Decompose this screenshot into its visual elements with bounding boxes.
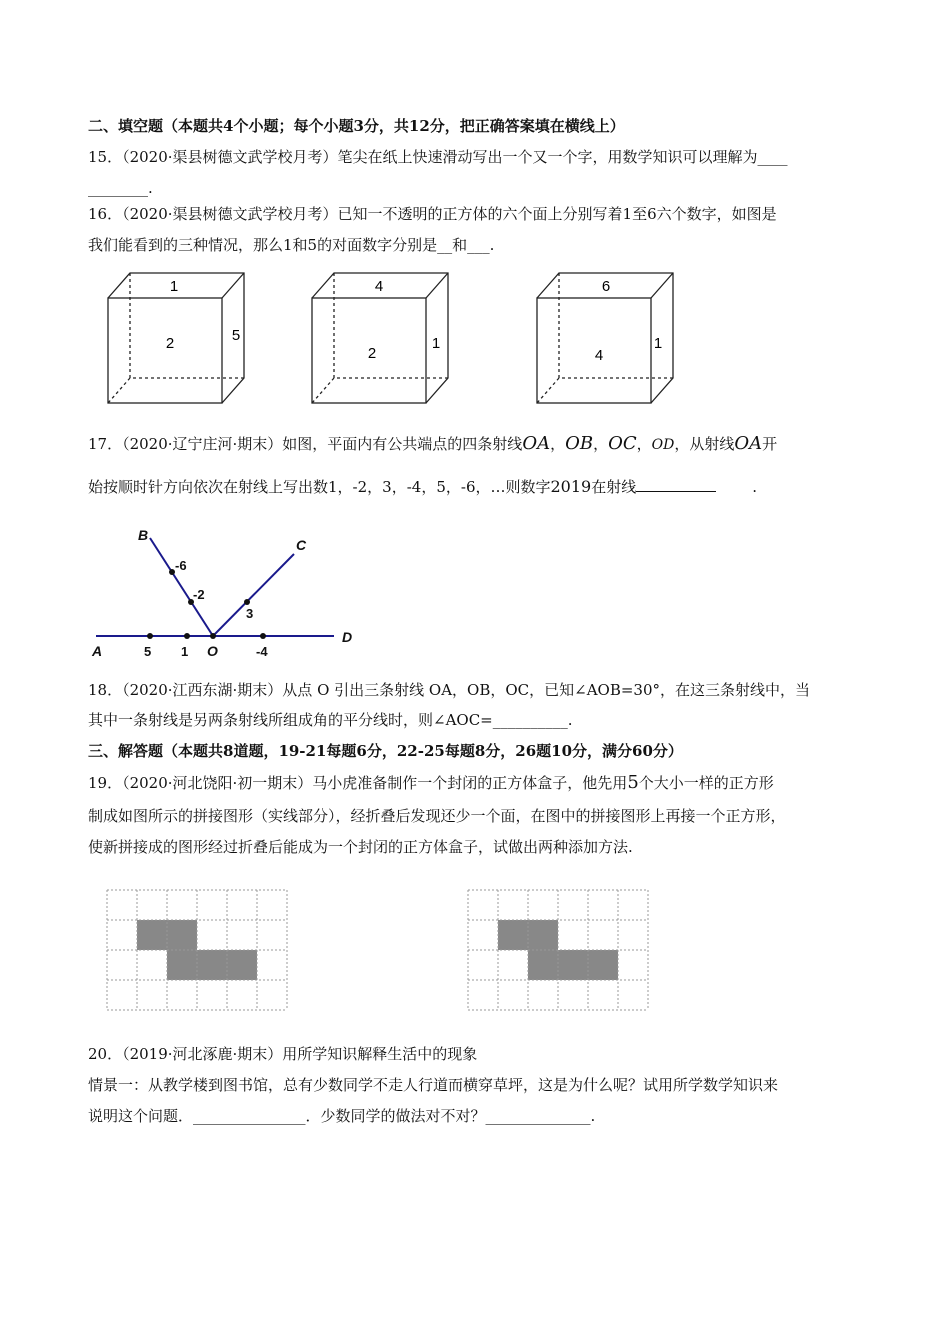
question-17-line-2 [88,476,757,498]
q17-text-a: 17．（2020·辽宁庄河·期末）如图，平面内有公共端点的四条射线 [88,435,523,453]
ray-oa-label: OA [522,433,551,454]
cube-1-side-number: 5 [231,327,241,344]
point-o [210,633,216,639]
point-3 [244,599,250,605]
question-20-line-1: 20．（2019·河北涿鹿·期末）用所学知识解释生活中的现象 [88,1045,478,1063]
point-1 [184,633,190,639]
question-18-line-1: 18．（2020·江西东湖·期末）从点 O 引出三条射线 OA，OB，OC，已知∠AOB=30°，在这三条射线中，当 [88,681,811,699]
cube-2-top-number: 4 [374,278,384,295]
point-5 [147,633,153,639]
number-neg2: -2 [193,587,205,602]
question-19-line-2: 制成如图所示的拼接图形（实线部分），经折叠后发现还少一个面，在图中的拼接图形上再接一个正方形， [88,807,786,825]
comma: ， [636,435,652,453]
question-19-line-1 [88,772,774,794]
q17-text-b: ，从射线 [674,435,735,453]
number-1: 1 [181,644,189,659]
q17-text-f: 在射线 [591,478,637,496]
label-a: A [92,643,103,659]
label-b: B [138,527,149,543]
cube-2-front-number: 2 [367,345,377,362]
section-3-heading: 三、解答题（本题共8道题，19-21每题6分，22-25每题8分，26题10分，满分60分） [88,742,683,760]
question-15-line-2: ________. [88,179,153,197]
ray-ob-label: OB [565,433,594,454]
grid-figure-1 [106,889,290,1013]
number-sequence: 1，-2，3，-4，5，-6， [328,478,491,496]
ray-od-label: OD [651,437,675,453]
answer-blank[interactable] [636,476,716,492]
period: . [752,478,758,496]
rays-figure [88,520,378,665]
cube-1-front-number: 2 [165,335,175,352]
grid-figure-2 [467,889,651,1013]
label-o: O [207,643,218,659]
number-neg4: -4 [256,644,268,659]
q17-text-e: …则数字 [490,478,551,496]
cube-figures [100,268,700,410]
cube-3-top-number: 6 [601,278,611,295]
number-3: 3 [246,606,254,621]
point-neg4 [260,633,266,639]
number-neg6: -6 [175,558,187,573]
ray-oc [213,554,294,636]
question-20-line-3: 说明这个问题．_______________．少数同学的做法对不对？______________. [88,1107,596,1125]
number-2019: 2019 [550,477,592,496]
comma: ， [550,435,566,453]
number-5: 5 [627,772,639,793]
cube-3-front-number: 4 [594,347,604,364]
q17-text-d: 始按顺时针方向依次在射线上写出数 [88,478,329,496]
section-2-heading: 二、填空题（本题共4个小题；每个小题3分，共12分，把正确答案填在横线上） [88,117,625,135]
ray-oc-label: OC [608,433,637,454]
question-17-line-1 [88,433,777,456]
comma: ， [593,435,609,453]
q17-text-c: 开 [762,435,778,453]
cube-1-top-number: 1 [169,278,179,295]
label-d: D [342,629,353,645]
ray-oa-label-2: OA [734,433,763,454]
question-15-line-1: 15．（2020·渠县树德文武学校月考）笔尖在纸上快速滑动写出一个又一个字，用数学知识可以理解为____ [88,148,788,166]
question-18-line-2: 其中一条射线是另两条射线所组成角的平分线时，则∠AOC=__________. [88,711,573,729]
q19-text-a: 19．（2020·河北饶阳·初一期末）马小虎准备制作一个封闭的正方体盒子，他先用 [88,774,628,792]
question-16-line-1: 16．（2020·渠县树德文武学校月考）已知一不透明的正方体的六个面上分别写着1至6六个数字，如图是 [88,205,777,223]
cube-2-side-number: 1 [431,335,441,352]
question-20-line-2: 情景一：从教学楼到图书馆，总有少数同学不走人行道而横穿草坪，这是为什么呢？试用所学数学知识来 [88,1076,779,1094]
question-16-line-2: 我们能看到的三种情况，那么1和5的对面数字分别是__和___. [88,236,495,254]
cube-3-side-number: 1 [653,335,663,352]
question-19-line-3: 使新拼接成的图形经过折叠后能成为一个封闭的正方体盒子，试做出两种添加方法. [88,838,633,856]
label-c: C [296,537,307,553]
q19-text-b: 个大小一样的正方形 [638,774,774,792]
number-5: 5 [144,644,152,659]
